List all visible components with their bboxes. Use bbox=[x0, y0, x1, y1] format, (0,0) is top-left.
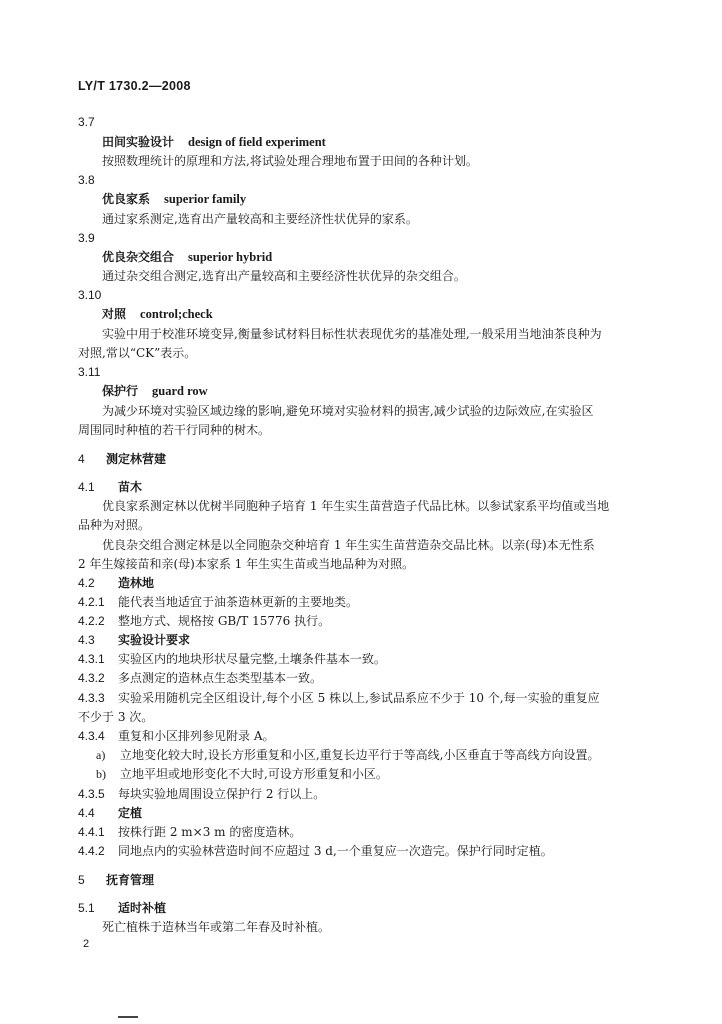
term-zh: 优良杂交组合 bbox=[102, 250, 175, 264]
clause-text: 实验区内的地块形状尽量完整,土壤条件基本一致。 bbox=[118, 652, 386, 666]
term-number: 3.7 bbox=[78, 115, 95, 129]
clause bbox=[78, 824, 301, 840]
clause-number: 4.3.4 bbox=[78, 729, 105, 743]
section-heading bbox=[78, 872, 154, 888]
clause-text: 实验采用随机完全区组设计,每个小区 5 株以上,参试品系应不少于 10 个,每一实验的重复应 bbox=[118, 691, 600, 705]
subsection-heading bbox=[78, 900, 166, 916]
term-zh: 保护行 bbox=[102, 384, 139, 398]
list-item-marker: a) bbox=[96, 748, 106, 762]
clause-number: 4.4.1 bbox=[78, 825, 105, 839]
paragraph: 优良杂交组合测定林是以全同胞杂交种培育 1 年生实生苗营造杂交品比林。以亲(母)本无性系 bbox=[102, 538, 595, 552]
subsection-number: 4.1 bbox=[78, 480, 95, 494]
list-item bbox=[96, 747, 599, 763]
term-title bbox=[102, 249, 272, 265]
clause-text: 按株行距 2 m×3 m 的密度造林。 bbox=[118, 825, 302, 839]
section-title: 抚育管理 bbox=[106, 873, 155, 887]
clause-text: 整地方式、规格按 GB/T 15776 执行。 bbox=[118, 614, 331, 628]
standard-code-header: LY/T 1730.2—2008 bbox=[78, 79, 191, 93]
term-definition: 实验中用于校准环境变异,衡量参试材料目标性状表现优劣的基准处理,一般采用当地油茶良种为 bbox=[102, 327, 602, 341]
term-en: guard row bbox=[152, 384, 208, 398]
subsection-number: 5.1 bbox=[78, 901, 95, 915]
subsection-heading bbox=[78, 575, 154, 591]
clause-number: 4.2.2 bbox=[78, 614, 105, 628]
term-en: superior hybrid bbox=[188, 250, 273, 264]
paragraph-cont: 品种为对照。 bbox=[78, 518, 151, 532]
subsection-title: 造林地 bbox=[118, 576, 155, 590]
clause-number: 4.3.3 bbox=[78, 691, 105, 705]
term-definition-cont: 对照,常以“CK”表示。 bbox=[78, 346, 197, 360]
clause-text: 能代表当地适宜于油茶造林更新的主要地类。 bbox=[118, 595, 359, 609]
section-title: 测定林营建 bbox=[106, 452, 167, 466]
term-definition: 为减少环境对实验区域边缘的影响,避免环境对实验材料的损害,减少试验的边际效应,在实验区 bbox=[102, 404, 594, 418]
subsection-heading bbox=[78, 632, 190, 648]
clause bbox=[78, 786, 325, 802]
section-heading bbox=[78, 451, 166, 467]
term-number: 3.8 bbox=[78, 173, 95, 187]
subsection-heading bbox=[78, 805, 142, 821]
clause-cont: 不少于 3 次。 bbox=[78, 710, 154, 724]
clause-number: 4.3.1 bbox=[78, 652, 105, 666]
list-item-text: 立地平坦或地形变化不大时,可设方形重复和小区。 bbox=[120, 767, 388, 781]
clause bbox=[78, 843, 553, 859]
paragraph-cont: 2 年生嫁接苗和亲(母)本家系 1 年生实生苗或当地品种为对照。 bbox=[78, 557, 415, 571]
term-definition: 通过家系测定,选育出产量较高和主要经济性状优异的家系。 bbox=[102, 212, 418, 226]
list-item-marker: b) bbox=[96, 767, 106, 781]
term-en: superior family bbox=[164, 192, 247, 206]
clause-text: 多点测定的造林点生态类型基本一致。 bbox=[118, 671, 323, 685]
clause-number: 4.3.5 bbox=[78, 787, 105, 801]
clause-number: 4.4.2 bbox=[78, 844, 105, 858]
section-number: 4 bbox=[78, 452, 85, 466]
list-item bbox=[96, 766, 388, 782]
term-definition: 按照数理统计的原理和方法,将试验处理合理地布置于田间的各种计划。 bbox=[102, 154, 478, 168]
subsection-title: 实验设计要求 bbox=[118, 633, 191, 647]
term-number: 3.9 bbox=[78, 231, 95, 245]
term-en: design of field experiment bbox=[188, 135, 326, 149]
section-number: 5 bbox=[78, 873, 85, 887]
clause bbox=[78, 651, 386, 667]
term-number: 3.11 bbox=[78, 365, 101, 379]
term-title bbox=[102, 306, 213, 322]
clause bbox=[78, 594, 358, 610]
paragraph: 死亡植株于造林当年或第二年春及时补植。 bbox=[102, 920, 331, 934]
clause-text: 每块实验地周围设立保护行 2 行以上。 bbox=[118, 787, 326, 801]
clause-text: 重复和小区排列参见附录 A。 bbox=[118, 729, 275, 743]
subsection-title: 定植 bbox=[118, 806, 143, 820]
subsection-title: 苗木 bbox=[118, 480, 143, 494]
clause bbox=[78, 728, 274, 744]
term-title bbox=[102, 191, 246, 207]
term-title bbox=[102, 134, 326, 150]
term-number: 3.10 bbox=[78, 288, 102, 302]
clause-number: 4.2.1 bbox=[78, 595, 105, 609]
term-en: control;check bbox=[140, 307, 213, 321]
term-zh: 田间实验设计 bbox=[102, 135, 175, 149]
term-zh: 优良家系 bbox=[102, 192, 151, 206]
subsection-number: 4.4 bbox=[78, 806, 95, 820]
clause bbox=[78, 690, 600, 706]
clause bbox=[78, 670, 322, 686]
page-number: 2 bbox=[83, 938, 90, 950]
term-zh: 对照 bbox=[102, 307, 127, 321]
term-definition-cont: 周围同时种植的若干行同种的树木。 bbox=[78, 423, 271, 437]
term-title bbox=[102, 383, 208, 399]
subsection-number: 4.2 bbox=[78, 576, 95, 590]
paragraph: 优良家系测定林以优树半同胞种子培育 1 年生实生苗营造子代品比林。以参试家系平均值或当地 bbox=[102, 499, 610, 513]
footer-mark bbox=[118, 1016, 138, 1018]
subsection-heading bbox=[78, 479, 142, 495]
term-definition: 通过杂交组合测定,选育出产量较高和主要经济性状优异的杂交组合。 bbox=[102, 269, 466, 283]
clause-text: 同地点内的实验林营造时间不应超过 3 d,一个重复应一次造完。保护行同时定植。 bbox=[118, 844, 553, 858]
list-item-text: 立地变化较大时,设长方形重复和小区,重复长边平行于等高线,小区垂直于等高线方向设置。 bbox=[120, 748, 600, 762]
subsection-title: 适时补植 bbox=[118, 901, 167, 915]
clause-number: 4.3.2 bbox=[78, 671, 105, 685]
clause bbox=[78, 613, 330, 629]
subsection-number: 4.3 bbox=[78, 633, 95, 647]
